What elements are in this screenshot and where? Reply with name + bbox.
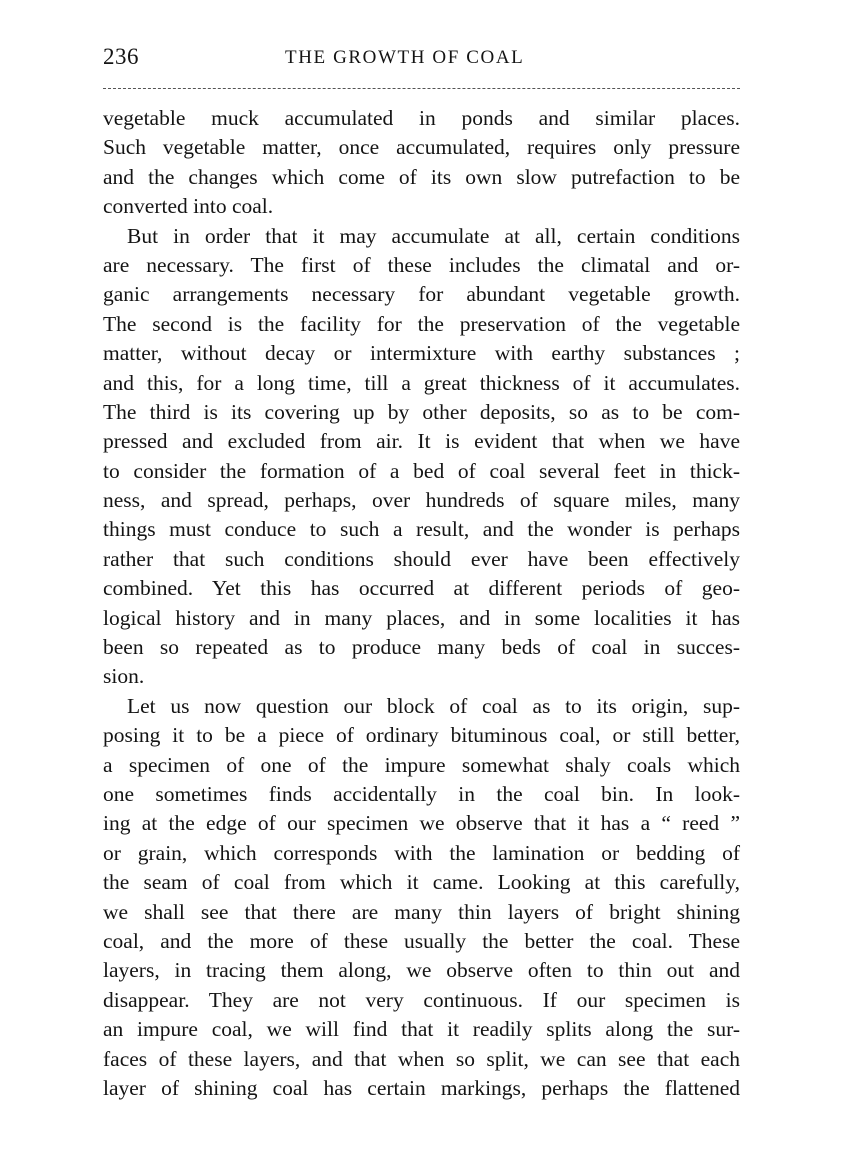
text-line: the seam of coal from which it came. Looking at this carefully,: [103, 870, 740, 895]
text-line: coal, and the more of these usually the better the coal. These: [103, 928, 740, 953]
text-line: posing it to be a piece of ordinary bituminous coal, or still better,: [103, 723, 740, 748]
running-title: THE GROWTH OF COAL: [285, 47, 525, 68]
text-line: ganic arrangements necessary for abundant vegetable growth.: [103, 282, 740, 307]
text-line: ness, and spread, perhaps, over hundreds of square miles, many: [103, 488, 740, 513]
text-line: The third is its covering up by other deposits, so as to be com-: [103, 399, 740, 424]
body-text: [103, 104, 740, 1103]
text-line: logical history and in many places, and in some localities it has: [103, 605, 740, 630]
running-head: [103, 44, 740, 74]
text-line: things must conduce to such a result, and the wonder is perhaps: [103, 517, 740, 542]
text-line: Such vegetable matter, once accumulated, requires only pressure: [103, 135, 740, 160]
text-line: faces of these layers, and that when so split, we can see that each: [103, 1046, 740, 1071]
text-line: to consider the formation of a bed of coal several feet in thick-: [103, 458, 740, 483]
text-line: been so repeated as to produce many beds of coal in succes-: [103, 635, 740, 660]
header-rule: [103, 88, 740, 89]
text-line: one sometimes finds accidentally in the coal bin. In look-: [103, 781, 740, 806]
text-line: combined. Yet this has occurred at different periods of geo-: [103, 576, 740, 601]
text-line: matter, without decay or intermixture with earthy substances ;: [103, 341, 740, 366]
text-line: The second is the facility for the preservation of the vegetable: [103, 311, 740, 336]
page-number: 236: [103, 44, 139, 69]
text-line: converted into coal.: [103, 194, 274, 219]
text-line: we shall see that there are many thin layers of bright shining: [103, 899, 740, 924]
text-line: a specimen of one of the impure somewhat shaly coals which: [103, 752, 740, 777]
text-line: layer of shining coal has certain markings, perhaps the flattened: [103, 1075, 740, 1100]
text-line: or grain, which corresponds with the lamination or bedding of: [103, 840, 740, 865]
text-line: ing at the edge of our specimen we observe that it has a “ reed ”: [103, 811, 740, 836]
text-line: layers, in tracing them along, we observe often to thin out and: [103, 958, 740, 983]
text-line: disappear. They are not very continuous. If our specimen is: [103, 987, 740, 1012]
text-line: sion.: [103, 664, 145, 689]
text-line: vegetable muck accumulated in ponds and similar places.: [103, 106, 740, 130]
text-line: But in order that it may accumulate at all, certain conditions: [127, 223, 740, 248]
text-line: an impure coal, we will find that it readily splits along the sur-: [103, 1017, 740, 1042]
text-line: and the changes which come of its own slow putrefaction to be: [103, 164, 740, 189]
text-line: are necessary. The first of these includes the climatal and or-: [103, 252, 740, 277]
text-line: Let us now question our block of coal as to its origin, sup-: [127, 693, 740, 718]
text-line: pressed and excluded from air. It is evident that when we have: [103, 429, 740, 454]
text-line: rather that such conditions should ever have been effectively: [103, 546, 740, 571]
text-line: and this, for a long time, till a great thickness of it accumulates.: [103, 370, 740, 395]
